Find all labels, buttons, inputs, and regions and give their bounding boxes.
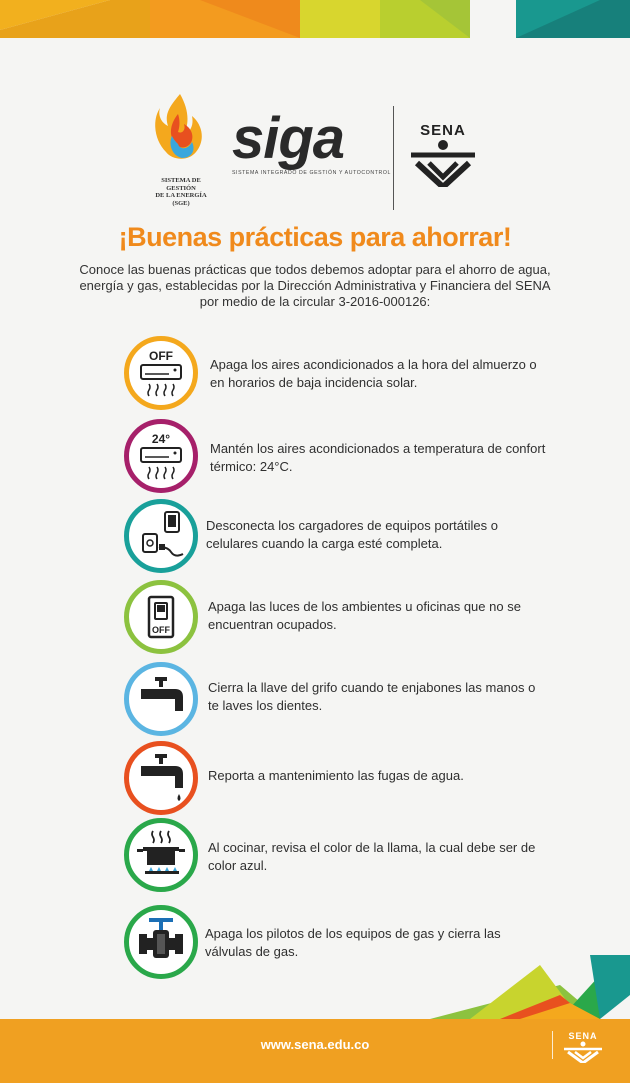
air-conditioner-off-icon: [129, 341, 193, 405]
faucet-icon: [129, 667, 193, 731]
practice-icon-circle: [124, 336, 198, 410]
svg-text:OFF: OFF: [152, 625, 170, 635]
practice-icon-circle: [124, 741, 198, 815]
practice-icon-circle: [124, 580, 198, 654]
logo-divider: [393, 106, 394, 210]
sena-wordmark: SENA: [420, 122, 466, 139]
page-title: ¡Buenas prácticas para ahorrar!: [118, 222, 512, 252]
practice-icon-circle: [124, 662, 198, 736]
practice-item-ac-off: [0, 336, 630, 416]
intro-paragraph: Conoce las buenas prácticas que todos debemos adoptar para el ahorro de agua, energía y gas, establecidas por la Dirección Administrativa y Financiera del SENA por medio de la circular 3-2016-000126:: [79, 262, 551, 309]
sge-flame-icon: [150, 92, 212, 170]
siga-subtitle: SISTEMA INTEGRADO DE GESTIÓN Y AUTOCONTROL: [232, 170, 391, 176]
practice-item-leaks: [0, 741, 630, 821]
air-conditioner-24-icon: [129, 424, 193, 488]
footer-sena-emblem-icon: [560, 1041, 606, 1063]
practice-text: Apaga los pilotos de los equipos de gas y cierra las válvulas de gas.: [205, 926, 501, 959]
practice-item-lights: [0, 580, 630, 660]
practice-item-chargers: [0, 499, 630, 579]
practice-icon-circle: [124, 419, 198, 493]
footer-bar: [0, 1019, 630, 1083]
practice-text: Reporta a mantenimiento las fugas de agua.: [208, 768, 464, 783]
practice-text: Mantén los aires acondicionados a temperatura de confort térmico: 24°C.: [210, 441, 546, 474]
practice-text: Desconecta los cargadores de equipos portátiles o celulares cuando la carga esté completa.: [206, 518, 498, 551]
practice-icon-circle: [124, 818, 198, 892]
svg-text:OFF: OFF: [149, 349, 173, 363]
footer-website-link[interactable]: www.sena.edu.co: [260, 1037, 370, 1052]
practice-item-cooking: [0, 818, 630, 898]
practice-text: Apaga las luces de los ambientes u oficinas que no se encuentran ocupados.: [208, 599, 521, 632]
sge-caption: SISTEMA DE GESTIÓN DE LA ENERGÍA (SGE): [155, 177, 207, 207]
footer-sena-logo: [560, 1031, 606, 1068]
charger-unplug-icon: [129, 504, 193, 568]
footer-decorative-strip: [0, 955, 630, 1019]
light-switch-off-icon: [129, 585, 193, 649]
practice-icon-circle: [124, 499, 198, 573]
footer-divider: [552, 1031, 553, 1059]
practice-text: Apaga los aires acondicionados a la hora del almuerzo o en horarios de baja incidencia solar.: [210, 357, 537, 390]
siga-logo: [232, 106, 391, 176]
practice-item-ac-24: [0, 419, 630, 499]
sge-logo: [150, 92, 212, 207]
practice-text: Cierra la llave del grifo cuando te enjabones las manos o te laves los dientes.: [208, 680, 536, 713]
svg-text:24°: 24°: [151, 432, 171, 446]
siga-wordmark: siga: [232, 106, 345, 171]
footer-sena-wordmark: SENA: [568, 1031, 598, 1041]
practice-item-faucet: [0, 662, 630, 742]
dripping-faucet-icon: [129, 746, 193, 810]
sena-emblem-icon: [407, 139, 479, 187]
logo-header: [0, 92, 630, 212]
sena-logo: [407, 122, 479, 192]
practice-text: Al cocinar, revisa el color de la llama, la cual debe ser de color azul.: [208, 840, 536, 873]
top-decorative-strip: [0, 0, 630, 42]
cooking-pot-flame-icon: [129, 823, 193, 887]
